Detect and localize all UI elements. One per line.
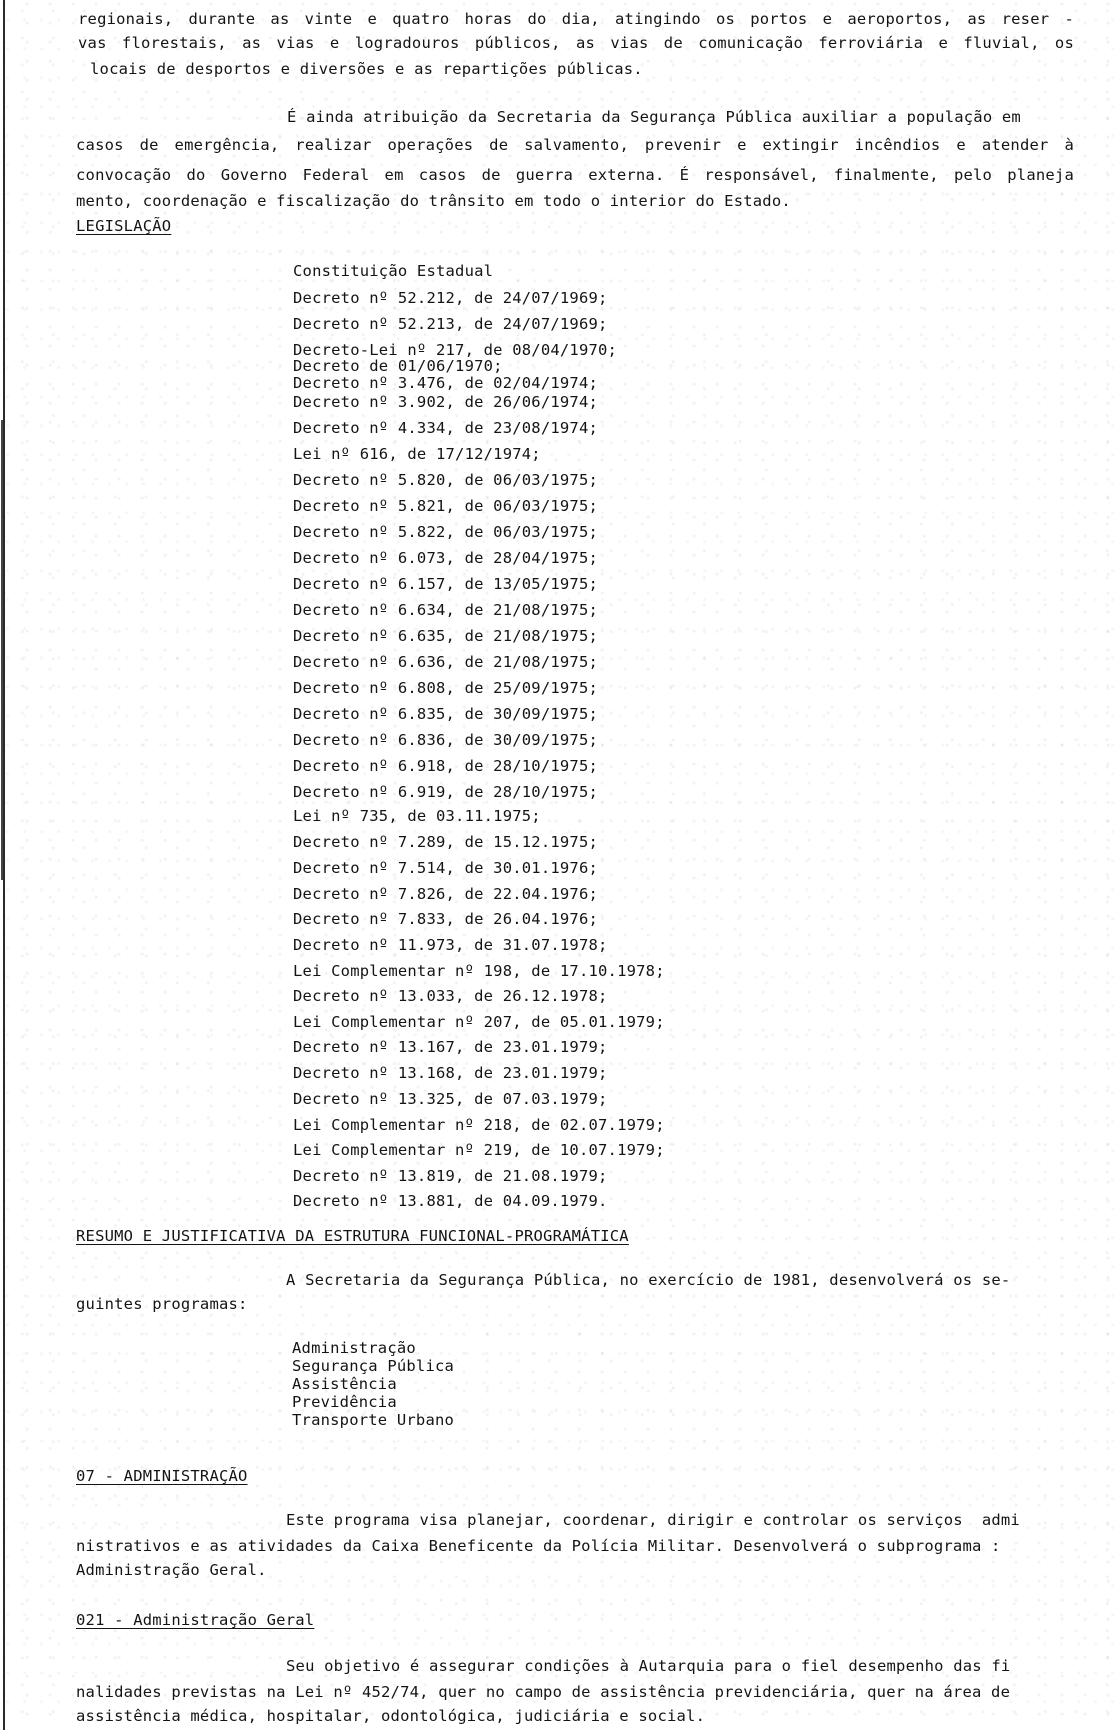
left-margin-rule [3,0,5,1730]
resumo-line-1: A Secretaria da Segurança Pública, no exercício de 1981, desenvolverá os se- [286,1271,1011,1289]
legislacao-item: Decreto nº 13.325, de 07.03.1979; [293,1090,608,1108]
para2-line-4: mento, coordenação e fiscalização do trânsito em todo o interior do Estado. [76,192,791,210]
para2-line-2: casos de emergência, realizar operações de salvamento, prevenir e extingir incêndios e atender à [76,136,1074,154]
administracao-heading: 07 - ADMINISTRAÇÃO [76,1467,248,1485]
resumo-heading: RESUMO E JUSTIFICATIVA DA ESTRUTURA FUNCIONAL-PROGRAMÁTICA [76,1227,629,1245]
legislacao-item: Lei Complementar nº 218, de 02.07.1979; [293,1116,665,1134]
resumo-line-2: guintes programas: [76,1295,248,1313]
legislacao-item: Decreto nº 7.833, de 26.04.1976; [293,910,599,928]
administracao-line-3: Administração Geral. [76,1561,267,1579]
administracao-line-1: Este programa visa planejar, coordenar, dirigir e controlar os serviços admi [286,1511,1020,1529]
legislacao-item: Decreto nº 4.334, de 23/08/1974; [293,419,599,437]
legislacao-item: Decreto nº 6.918, de 28/10/1975; [293,757,599,775]
legislacao-item: Decreto nº 6.636, de 21/08/1975; [293,653,599,671]
legislacao-item: Decreto nº 5.822, de 06/03/1975; [293,523,599,541]
intro-line-3: locais de desportos e diversões e as repartições públicas. [90,60,643,78]
legislacao-item: Decreto-Lei nº 217, de 08/04/1970; [293,341,618,359]
legislacao-item: Decreto nº 13.881, de 04.09.1979. [293,1192,608,1210]
legislacao-item: Decreto nº 13.167, de 23.01.1979; [293,1038,608,1056]
intro-line-1: regionais, durante as vinte e quatro horas do dia, atingindo os portos e aeroportos, as reser - [78,10,1074,28]
legislacao-item: Decreto nº 7.289, de 15.12.1975; [293,833,599,851]
legislacao-item: Decreto nº 6.635, de 21/08/1975; [293,627,599,645]
legislacao-item: Lei nº 616, de 17/12/1974; [293,445,541,463]
program-item: Previdência [292,1393,397,1411]
legislacao-item: Decreto nº 3.476, de 02/04/1974; [293,374,599,392]
admin-geral-line-3: assistência médica, hospitalar, odontológica, judiciária e social. [76,1707,706,1725]
para2-line-1: É ainda atribuição da Secretaria da Segurança Pública auxiliar a população em [287,108,1021,126]
legislacao-item: Decreto nº 13.033, de 26.12.1978; [293,987,608,1005]
legislacao-item: Decreto nº 7.514, de 30.01.1976; [293,859,599,877]
legislacao-item: Decreto nº 7.826, de 22.04.1976; [293,885,599,903]
legislacao-item: Decreto nº 6.836, de 30/09/1975; [293,731,599,749]
legislacao-item: Decreto de 01/06/1970; [293,357,503,375]
legislacao-item: Decreto nº 6.808, de 25/09/1975; [293,679,599,697]
legislacao-item: Constituição Estadual [293,262,494,280]
program-item: Assistência [292,1375,397,1393]
legislacao-item: Lei Complementar nº 198, de 17.10.1978; [293,962,665,980]
left-margin-rule-secondary [1,420,3,880]
legislacao-item: Decreto nº 52.213, de 24/07/1969; [293,315,608,333]
admin-geral-heading: 021 - Administração Geral [76,1611,315,1629]
program-item: Administração [292,1339,416,1357]
admin-geral-line-2: nalidades previstas na Lei nº 452/74, quer no campo de assistência previdenciária, quer na área de [76,1683,1011,1701]
legislacao-item: Decreto nº 5.821, de 06/03/1975; [293,497,599,515]
legislacao-heading: LEGISLAÇÃO [76,217,172,235]
legislacao-item: Lei nº 735, de 03.11.1975; [293,807,541,825]
admin-geral-line-1: Seu objetivo é assegurar condições à Autarquia para o fiel desempenho das fi [286,1657,1011,1675]
program-item: Segurança Pública [292,1357,455,1375]
legislacao-item: Decreto nº 3.902, de 26/06/1974; [293,393,599,411]
legislacao-item: Decreto nº 5.820, de 06/03/1975; [293,471,599,489]
legislacao-item: Decreto nº 52.212, de 24/07/1969; [293,289,608,307]
legislacao-item: Decreto nº 13.819, de 21.08.1979; [293,1167,608,1185]
legislacao-item: Decreto nº 6.835, de 30/09/1975; [293,705,599,723]
legislacao-item: Lei Complementar nº 207, de 05.01.1979; [293,1013,665,1031]
legislacao-item: Decreto nº 6.073, de 28/04/1975; [293,549,599,567]
administracao-line-2: nistrativos e as atividades da Caixa Beneficente da Polícia Militar. Desenvolverá o subprograma : [76,1537,1001,1555]
legislacao-item: Decreto nº 6.919, de 28/10/1975; [293,783,599,801]
para2-line-3: convocação do Governo Federal em casos de guerra externa. É responsável, finalmente, pelo planeja [76,166,1074,184]
legislacao-item: Lei Complementar nº 219, de 10.07.1979; [293,1141,665,1159]
legislacao-item: Decreto nº 6.157, de 13/05/1975; [293,575,599,593]
intro-line-2: vas florestais, as vias e logradouros públicos, as vias de comunicação ferroviária e fluvial, os [78,34,1074,52]
program-item: Transporte Urbano [292,1411,455,1429]
legislacao-item: Decreto nº 11.973, de 31.07.1978; [293,936,608,954]
legislacao-item: Decreto nº 13.168, de 23.01.1979; [293,1064,608,1082]
legislacao-item: Decreto nº 6.634, de 21/08/1975; [293,601,599,619]
